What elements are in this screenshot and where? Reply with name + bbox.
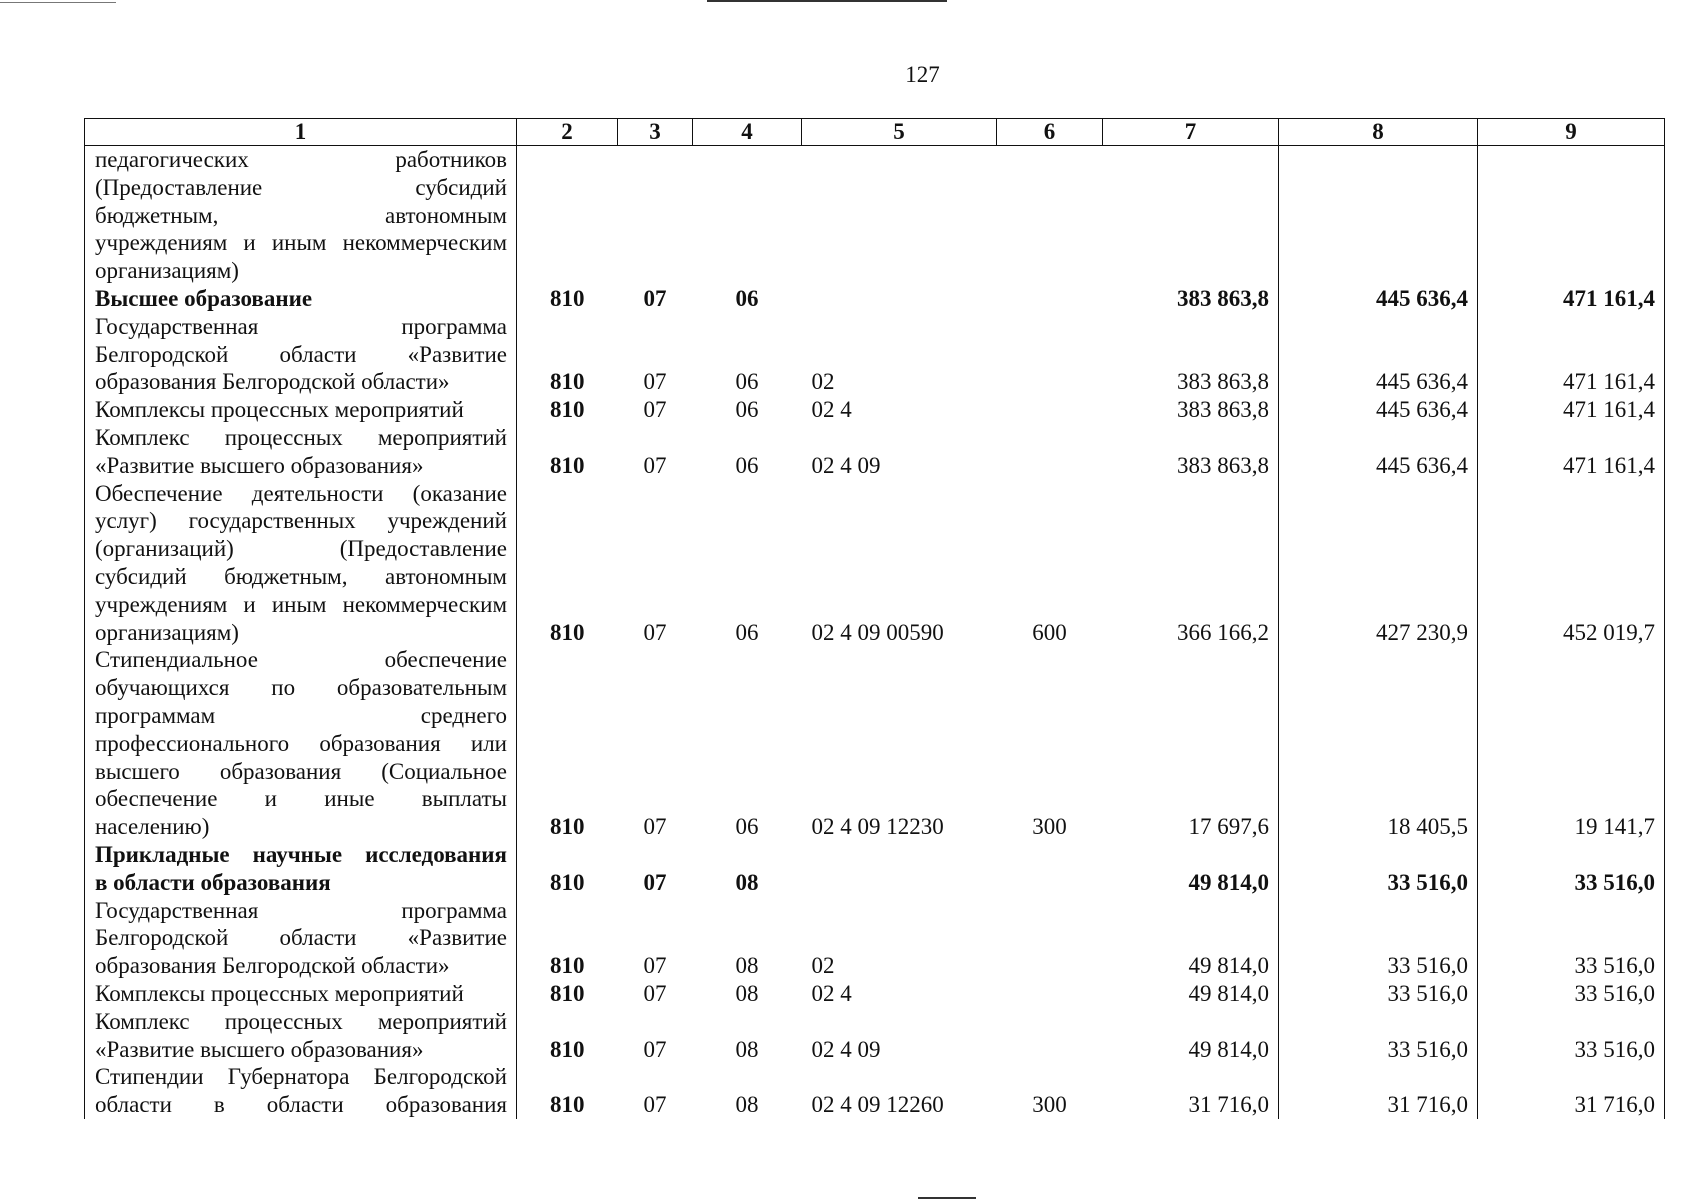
cell-col-4: 08 [735, 1092, 759, 1118]
cell-col-8: 33 516,0 [1279, 841, 1478, 897]
cell-col-3: 07 [643, 369, 667, 395]
description-line: услуг) государственных учреждений [95, 508, 507, 534]
cell-col-8: 445 636,4 [1279, 285, 1478, 313]
cell-col-3: 07 [643, 1092, 667, 1118]
table-row [85, 980, 1665, 1008]
row-description [85, 1008, 517, 1064]
column-header: 8 [1279, 119, 1478, 146]
cell-col-5: 02 4 09 00590 [811, 619, 944, 645]
cell-col-7: 31 716,0 [1103, 1063, 1279, 1119]
cell-col-2: 810 [550, 397, 585, 423]
cell-col-7: 383 863,8 [1103, 424, 1279, 480]
cell-col-9: 471 161,4 [1478, 396, 1665, 424]
table-row [85, 1063, 1665, 1119]
cell-col-3: 07 [643, 980, 667, 1006]
cell-col-2: 810 [550, 814, 585, 840]
description-line: субсидий бюджетным, автономным [95, 563, 507, 589]
column-header: 9 [1478, 119, 1665, 146]
cell-col-7: 49 814,0 [1103, 1008, 1279, 1064]
cell-col-9: 31 716,0 [1478, 1063, 1665, 1119]
column-header: 6 [997, 119, 1103, 146]
column-header: 4 [693, 119, 802, 146]
cell-col-5: 02 4 09 [811, 452, 881, 478]
cell-col-9: 33 516,0 [1478, 980, 1665, 1008]
cell-col-6: 300 [1032, 1092, 1067, 1118]
row-description [85, 396, 517, 424]
cell-col-8: 18 405,5 [1279, 646, 1478, 841]
cell-col-8: 33 516,0 [1279, 897, 1478, 980]
cell-col-6 [997, 313, 1103, 396]
table-row [85, 424, 1665, 480]
description-line: педагогических работников [95, 147, 507, 172]
description-line: Прикладные научные исследования [95, 841, 507, 867]
description-line: профессионального образования или [95, 730, 507, 756]
cell-col-5: 02 4 [811, 397, 852, 423]
cell-col-5 [802, 146, 997, 285]
description-line: «Развитие высшего образования» [95, 1036, 424, 1062]
budget-table [84, 118, 1665, 1119]
cell-col-2: 810 [550, 452, 585, 478]
row-description [85, 1063, 517, 1119]
cell-col-6 [997, 1008, 1103, 1064]
description-line: населению) [95, 814, 210, 840]
description-line: обучающихся по образовательным [95, 675, 507, 701]
table-row [85, 841, 1665, 897]
cell-col-9: 33 516,0 [1478, 841, 1665, 897]
cell-col-4: 06 [735, 619, 759, 645]
description-line: образования Белгородской области» [95, 369, 450, 395]
scan-artifact-line [918, 1197, 976, 1199]
description-line: в области образования [95, 869, 331, 895]
cell-col-5 [802, 841, 997, 897]
cell-col-8: 31 716,0 [1279, 1063, 1478, 1119]
cell-col-3: 07 [643, 619, 667, 645]
table-row [85, 1008, 1665, 1064]
description-line: «Развитие высшего образования» [95, 452, 424, 478]
cell-col-5: 02 4 09 12260 [811, 1092, 944, 1118]
column-header: 5 [802, 119, 997, 146]
table-row [85, 480, 1665, 647]
description-line: Комплексы процессных мероприятий [95, 980, 464, 1006]
description-line: учреждениям и иным некоммерческим [95, 591, 507, 617]
description-line: обеспечение и иные выплаты [95, 786, 507, 812]
table-row [85, 146, 1665, 285]
column-header: 3 [618, 119, 693, 146]
cell-col-6 [997, 146, 1103, 285]
cell-col-7: 49 814,0 [1103, 841, 1279, 897]
description-line: Комплекс процессных мероприятий [95, 424, 507, 450]
cell-col-9: 33 516,0 [1478, 897, 1665, 980]
cell-col-6 [997, 396, 1103, 424]
cell-col-5 [802, 285, 997, 313]
cell-col-6: 300 [1032, 814, 1067, 840]
description-line: Стипендии Губернатора Белгородской [95, 1064, 507, 1090]
cell-col-5: 02 [811, 953, 835, 979]
cell-col-8: 33 516,0 [1279, 1008, 1478, 1064]
cell-col-7: 366 166,2 [1103, 480, 1279, 647]
cell-col-8: 445 636,4 [1279, 313, 1478, 396]
description-line: Стипендиальное обеспечение [95, 647, 507, 673]
cell-col-4: 08 [735, 953, 759, 979]
cell-col-4: 06 [735, 814, 759, 840]
description-line: Высшее образование [95, 285, 313, 311]
description-line: организациям) [95, 619, 239, 645]
description-line: (организаций) (Предоставление [95, 536, 507, 562]
cell-col-5: 02 4 [811, 980, 852, 1006]
table-row [85, 396, 1665, 424]
description-line: Государственная программа [95, 313, 507, 339]
cell-col-2: 810 [550, 1092, 585, 1118]
description-line: бюджетным, автономным [95, 202, 507, 228]
cell-col-7: 383 863,8 [1103, 285, 1279, 313]
cell-col-9: 452 019,7 [1478, 480, 1665, 647]
cell-col-4: 08 [735, 980, 759, 1006]
cell-col-7: 49 814,0 [1103, 980, 1279, 1008]
description-line: Белгородской области «Развитие [95, 341, 507, 367]
description-line: организациям) [95, 258, 239, 284]
cell-col-6 [997, 841, 1103, 897]
row-description [85, 646, 517, 841]
cell-col-6 [997, 424, 1103, 480]
row-description [85, 313, 517, 396]
description-line: программам среднего [95, 702, 507, 728]
column-header: 1 [85, 119, 517, 146]
row-description [85, 146, 517, 285]
row-description [85, 480, 517, 647]
scan-artifact-line [707, 0, 947, 2]
description-line: учреждениям и иным некоммерческим [95, 230, 507, 256]
cell-col-8: 445 636,4 [1279, 396, 1478, 424]
table-row [85, 313, 1665, 396]
table-header-row [85, 119, 1665, 146]
cell-col-5: 02 4 09 [811, 1036, 881, 1062]
cell-col-9: 471 161,4 [1478, 285, 1665, 313]
cell-col-4 [693, 146, 802, 285]
cell-col-4: 06 [735, 369, 759, 395]
row-description [85, 424, 517, 480]
description-line: высшего образования (Социальное [95, 758, 507, 784]
cell-col-6 [997, 980, 1103, 1008]
column-header: 7 [1103, 119, 1279, 146]
description-line: Комплексы процессных мероприятий [95, 397, 464, 423]
cell-col-2: 810 [550, 953, 585, 979]
cell-col-7: 383 863,8 [1103, 313, 1279, 396]
table-body [85, 146, 1665, 1119]
cell-col-3: 07 [643, 1036, 667, 1062]
cell-col-2: 810 [550, 619, 585, 645]
cell-col-2: 810 [550, 869, 585, 895]
cell-col-5: 02 [811, 369, 835, 395]
cell-col-2: 810 [550, 980, 585, 1006]
description-line: Белгородской области «Развитие [95, 925, 507, 951]
cell-col-7: 17 697,6 [1103, 646, 1279, 841]
cell-col-9: 471 161,4 [1478, 424, 1665, 480]
row-description [85, 841, 517, 897]
cell-col-4: 06 [735, 452, 759, 478]
description-line: области в области образования [95, 1092, 507, 1118]
cell-col-9: 33 516,0 [1478, 1008, 1665, 1064]
cell-col-2: 810 [550, 285, 585, 311]
table-row [85, 285, 1665, 313]
cell-col-7: 49 814,0 [1103, 897, 1279, 980]
column-header: 2 [517, 119, 618, 146]
cell-col-7 [1103, 146, 1279, 285]
row-description [85, 897, 517, 980]
cell-col-3: 07 [643, 397, 667, 423]
cell-col-3: 07 [643, 814, 667, 840]
description-line: (Предоставление субсидий [95, 174, 507, 200]
cell-col-3: 07 [643, 285, 667, 311]
cell-col-4: 08 [735, 869, 759, 895]
description-line: Государственная программа [95, 897, 507, 923]
table-row [85, 897, 1665, 980]
cell-col-4: 08 [735, 1036, 759, 1062]
cell-col-2: 810 [550, 369, 585, 395]
row-description [85, 285, 517, 313]
page-number: 127 [905, 62, 940, 87]
cell-col-6 [997, 285, 1103, 313]
cell-col-3: 07 [643, 452, 667, 478]
description-line: Обеспечение деятельности (оказание [95, 480, 507, 506]
cell-col-8: 33 516,0 [1279, 980, 1478, 1008]
description-line: Комплекс процессных мероприятий [95, 1008, 507, 1034]
scan-artifact-line [0, 2, 116, 3]
cell-col-8: 427 230,9 [1279, 480, 1478, 647]
cell-col-9: 19 141,7 [1478, 646, 1665, 841]
cell-col-2: 810 [550, 1036, 585, 1062]
cell-col-2 [517, 146, 618, 285]
cell-col-4: 06 [735, 285, 759, 311]
cell-col-8 [1279, 146, 1478, 285]
cell-col-3: 07 [643, 953, 667, 979]
cell-col-5: 02 4 09 12230 [811, 814, 944, 840]
cell-col-9: 471 161,4 [1478, 313, 1665, 396]
cell-col-8: 445 636,4 [1279, 424, 1478, 480]
table-row [85, 646, 1665, 841]
cell-col-6 [997, 897, 1103, 980]
cell-col-7: 383 863,8 [1103, 396, 1279, 424]
cell-col-6: 600 [1032, 619, 1067, 645]
cell-col-4: 06 [735, 397, 759, 423]
row-description [85, 980, 517, 1008]
cell-col-3 [618, 146, 693, 285]
cell-col-9 [1478, 146, 1665, 285]
description-line: образования Белгородской области» [95, 953, 450, 979]
cell-col-3: 07 [643, 869, 667, 895]
